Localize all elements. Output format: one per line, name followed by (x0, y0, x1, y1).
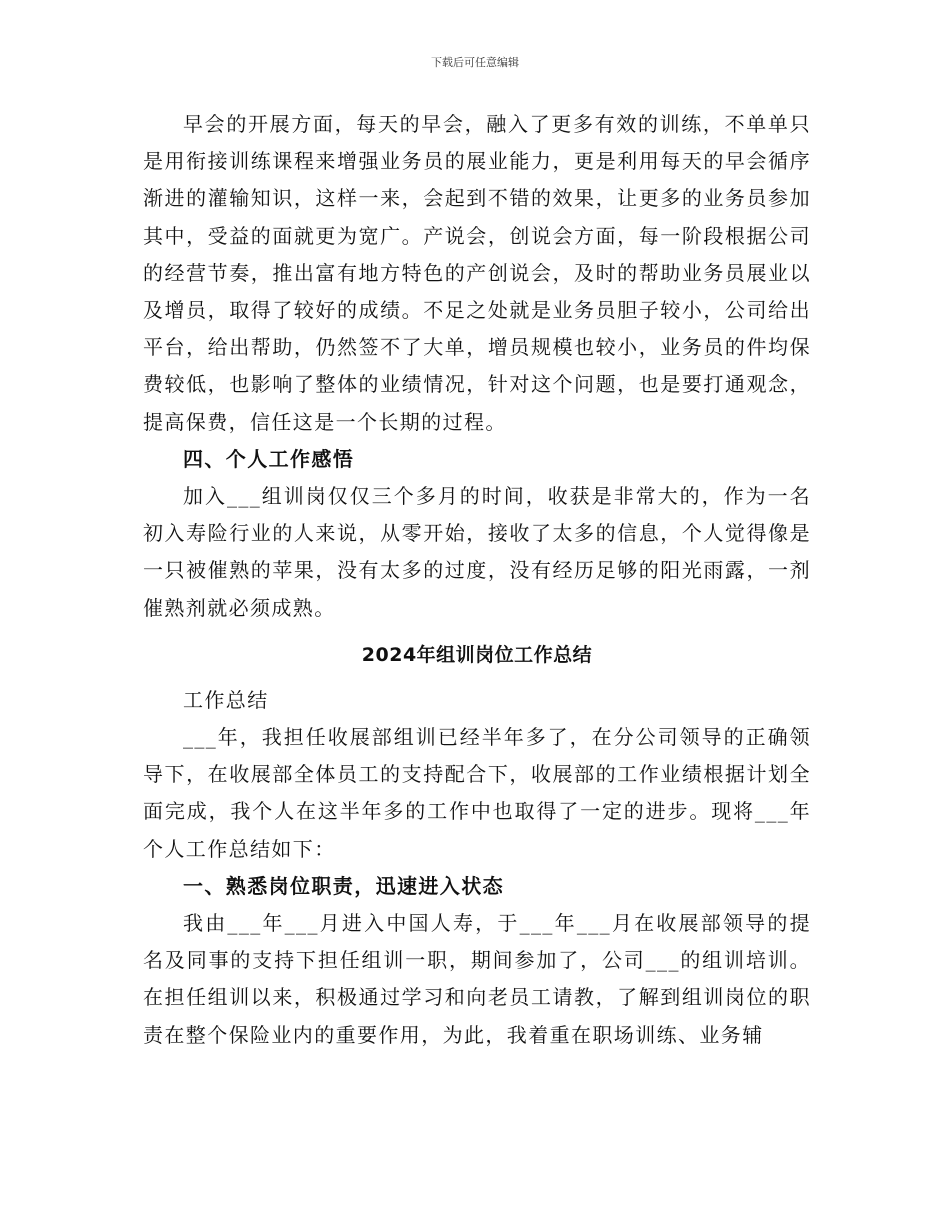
paragraph-summary-intro: ___年，我担任收展部组训已经半年多了，在分公司领导的正确领导下，在收展部全体员工的支持配合下，收展部的工作业绩根据计划全面完成，我个人在这半年多的工作中也取得了一定的进步。现将___年个人工作总结如下： (143, 725, 811, 861)
paragraph-morning-meeting: 早会的开展方面，每天的早会，融入了更多有效的训练，不单单只是用衔接训练课程来增强业务员的展业能力，更是利用每天的早会循序渐进的灌输知识，这样一来，会起到不错的效果，让更多的业务员参加其中，受益的面就更为宽广。产说会，创说会方面，每一阶段根据公司的经营节奏，推出富有地方特色的产创说会，及时的帮助业务员展业以及增员，取得了较好的成绩。不足之处就是业务员胆子较小，公司给出平台，给出帮助，仍然签不了大单，增员规模也较小，业务员的件均保费较低，也影响了整体的业绩情况，针对这个问题，也是要打通观念，提高保费，信任这是一个长期的过程。 (143, 112, 811, 434)
section-heading-familiar-duties: 一、熟悉岗位职责，迅速进入状态 (183, 873, 504, 898)
document-body (143, 106, 811, 1054)
summary-label: 工作总结 (183, 687, 269, 712)
paragraph-duties: 我由___年___月进入中国人寿，于___年___月在收展部领导的提名及同事的支持下担任组训一职，期间参加了，公司___的组训培训。在担任组训以来，积极通过学习和向老员工请教，了解到组训岗位的职责在整个保险业内的重要作用，为此，我着重在职场训练、业务辅 (143, 911, 811, 1047)
paragraph-insights: 加入___组训岗仅仅三个多月的时间，收获是非常大的，作为一名初入寿险行业的人来说，从零开始，接收了太多的信息，个人觉得像是一只被催熟的苹果，没有太多的过度，没有经历足够的阳光雨露，一剂催熟剂就必须成熟。 (143, 484, 811, 620)
section-heading-personal-insights: 四、个人工作感悟 (183, 446, 355, 471)
page-header-note: 下载后可任意编辑 (431, 56, 519, 69)
document-title: 2024年组训岗位工作总结 (361, 643, 593, 666)
